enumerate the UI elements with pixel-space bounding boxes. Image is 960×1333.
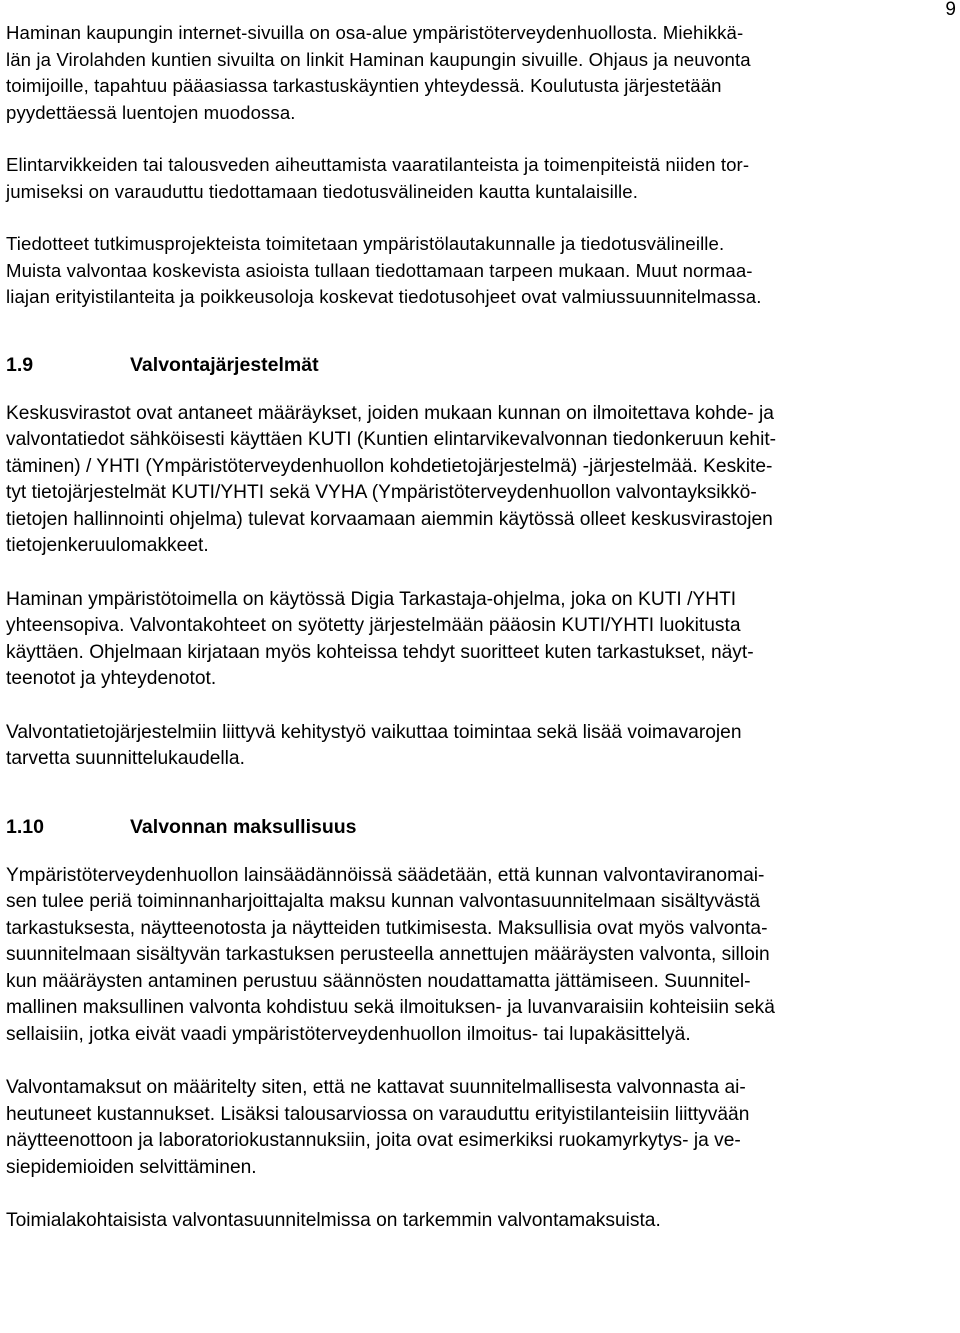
text-line: suunnitelmaan sisältyvän tarkastuksen perusteella annettujen määräysten valvonta, silloin [6, 944, 770, 965]
document-body [6, 20, 956, 1235]
section-number: 1.10 [6, 815, 44, 838]
text-line: län ja Virolahden kuntien sivuilta on linkit Haminan kaupungin sivuille. Ohjaus ja neuvonta [6, 48, 751, 70]
paragraph-fee-definition [6, 1075, 956, 1181]
text-line: tarvetta suunnittelukaudella. [6, 748, 245, 769]
text-line: toimijoille, tapahtuu pääasiassa tarkastuskäyntien yhteydessä. Koulutusta järjestetään [6, 75, 722, 96]
text-line: heutuneet kustannukset. Lisäksi talousarviossa on varauduttu erityistilanteisiin liittyvään [6, 1103, 750, 1125]
text-line: yhteensopiva. Valvontakohteet on syötetty järjestelmään pääosin KUTI/YHTI luokitusta [6, 615, 741, 636]
text-line: tarkastuksesta, näytteenotosta ja näytteiden tutkimisesta. Maksullisia ovat myös valvonta- [6, 917, 768, 939]
text-line: valvontatiedot sähköisesti käyttäen KUTI (Kuntien elintarvikevalvonnan tiedonkeruun kehit- [6, 429, 777, 450]
paragraph-digia-program [6, 587, 956, 693]
text-line: Haminan ympäristötoimella on käytössä Digia Tarkastaja-ohjelma, joka on KUTI /YHTI [6, 588, 737, 610]
text-line: Muista valvontaa koskevista asioista tullaan tiedottamaan tarpeen mukaan. Muut normaa- [6, 259, 753, 281]
text-line: jumiseksi on varauduttu tiedottamaan tiedotusvälineiden kautta kuntalaisille. [6, 180, 638, 202]
text-line: Keskusvirastot ovat antaneet määräykset, joiden mukaan kunnan on ilmoitettava kohde- ja [6, 402, 774, 424]
page-number: 9 [945, 0, 956, 20]
text-line: tietojenkeruulomakkeet. [6, 535, 209, 556]
text-line: Valvontatietojärjestelmiin liittyvä kehitystyö vaikuttaa toimintaa sekä lisää voimavarojen [6, 721, 742, 743]
text-line: kun määräysten antaminen perustuu säännösten noudattamatta jättämiseen. Suunnitel- [6, 970, 751, 992]
text-line: Toimialakohtaisista valvontasuunnitelmissa on tarkemmin valvontamaksuista. [6, 1210, 661, 1231]
text-line: teenotot ja yhteydenotot. [6, 668, 217, 689]
text-line: tyt tietojärjestelmät KUTI/YHTI sekä VYHA (Ympäristöterveydenhuollon valvontayksikkö- [6, 482, 757, 503]
section-title: Valvontajärjestelmät [130, 353, 319, 376]
paragraph-hazard-info [6, 152, 956, 205]
text-line: näytteenottoon ja laboratoriokustannuksiin, joita ovat esimerkiksi ruokamyrkytys- ja ve- [6, 1130, 741, 1151]
paragraph-development-work [6, 720, 956, 773]
paragraph-sector-plans [6, 1208, 956, 1235]
text-line: sen tulee periä toiminnanharjoittajalta maksu kunnan valvontasuunnitelmaan sisältyvästä [6, 891, 761, 912]
text-line: pyydettäessä luentojen muodossa. [6, 101, 296, 123]
paragraph-fees-legislation [6, 863, 956, 1049]
paragraph-central-agencies [6, 401, 956, 560]
paragraph-web-info [6, 20, 956, 126]
paragraph-press-releases [6, 231, 956, 311]
text-line: käyttäen. Ohjelmaan kirjataan myös kohteissa tehdyt suoritteet kuten tarkastukset, näyt- [6, 641, 754, 663]
text-line: mallinen maksullinen valvonta kohdistuu sekä ilmoituksen- ja luvanvaraisiin kohteisiin sekä [6, 997, 775, 1018]
section-title: Valvonnan maksullisuus [130, 815, 357, 838]
text-line: tietojen hallinnointi ohjelma) tulevat korvaamaan aiemmin käytössä olleet keskusvirastojen [6, 508, 773, 530]
text-line: Tiedotteet tutkimusprojekteista toimitetaan ympäristölautakunnalle ja tiedotusvälineille. [6, 233, 725, 254]
text-line: Ympäristöterveydenhuollon lainsäädännöissä säädetään, että kunnan valvontaviranomai- [6, 864, 765, 886]
section-number: 1.9 [6, 353, 34, 376]
text-line: Elintarvikkeiden tai talousveden aiheuttamista vaaratilanteista ja toimenpiteistä niiden tor- [6, 154, 750, 175]
section-heading [6, 814, 956, 840]
text-line: liajan erityistilanteita ja poikkeusoloja koskevat tiedotusohjeet ovat valmiussuunnitelmassa. [6, 286, 762, 307]
text-line: siepidemioiden selvittäminen. [6, 1156, 257, 1178]
section-heading [6, 352, 956, 378]
text-line: täminen) / YHTI (Ympäristöterveydenhuollon kohdetietojärjestelmä) -järjestelmää. Keskite- [6, 455, 773, 477]
text-line: Valvontamaksut on määritelty siten, että ne kattavat suunnitelmallisesta valvonnasta ai- [6, 1077, 746, 1098]
text-line: sellaisiin, jotka eivät vaadi ympäristöterveydenhuollon ilmoitus- tai lupakäsittelyä. [6, 1023, 691, 1045]
text-line: Haminan kaupungin internet-sivuilla on osa-alue ympäristöterveydenhuollosta. Miehikkä- [6, 22, 744, 43]
